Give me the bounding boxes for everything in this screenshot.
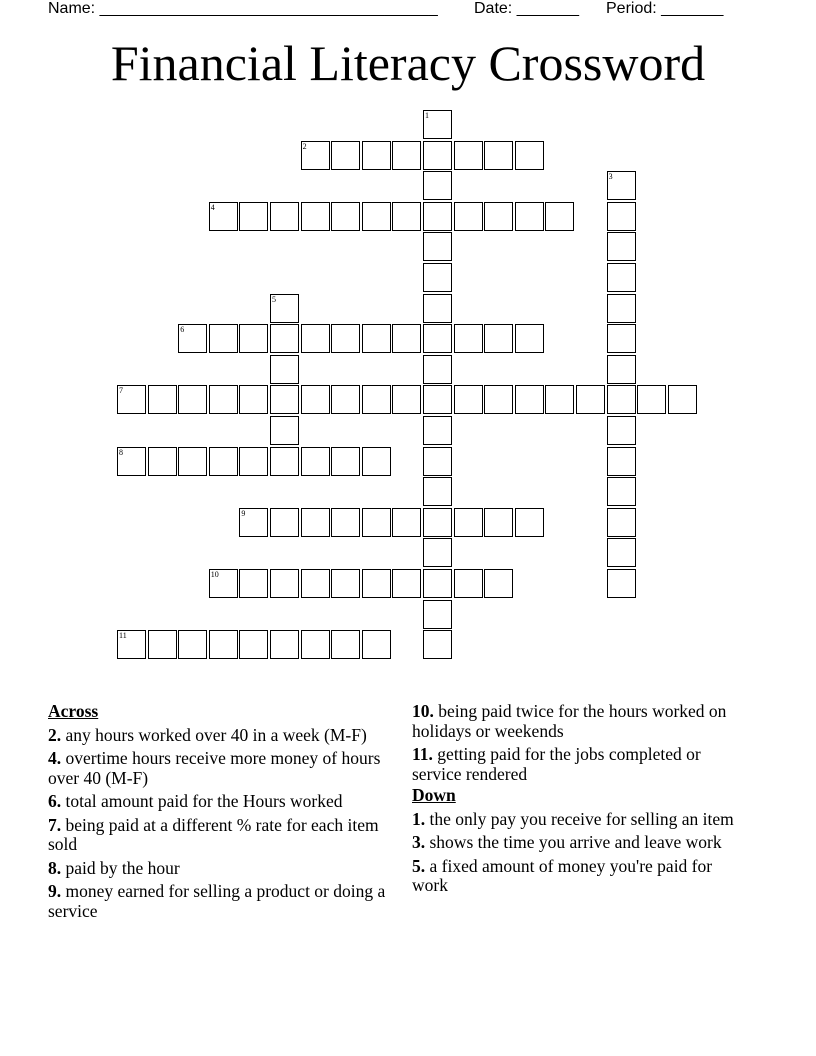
crossword-cell[interactable] [423, 538, 452, 567]
crossword-cell[interactable] [178, 324, 207, 353]
cell-number: 4 [210, 202, 215, 212]
crossword-cell[interactable] [362, 630, 391, 659]
down-heading: Down [412, 785, 456, 805]
crossword-cell[interactable] [362, 569, 391, 598]
crossword-cell[interactable] [148, 385, 177, 414]
crossword-cell[interactable] [423, 110, 452, 139]
page-title: Financial Literacy Crossword [110, 35, 706, 91]
crossword-cell[interactable] [362, 385, 391, 414]
crossword-cell[interactable] [607, 294, 636, 323]
crossword-cell[interactable] [270, 447, 299, 476]
clue-across-7 [48, 816, 388, 855]
crossword-cell[interactable] [423, 141, 452, 170]
crossword-cell[interactable] [545, 385, 574, 414]
crossword-cell[interactable] [423, 324, 452, 353]
crossword-cell[interactable] [239, 569, 268, 598]
clues-left-column [48, 702, 388, 925]
crossword-cell[interactable] [423, 416, 452, 445]
crossword-cell[interactable] [270, 569, 299, 598]
crossword-cell[interactable] [270, 630, 299, 659]
crossword-cell[interactable] [331, 385, 360, 414]
crossword-cell[interactable] [423, 355, 452, 384]
crossword-cell[interactable] [392, 569, 421, 598]
crossword-cell[interactable] [148, 630, 177, 659]
cell-number: 1 [425, 111, 429, 120]
cell-number: 2 [302, 141, 307, 151]
clue-text: shows the time you arrive and leave work [429, 832, 722, 852]
crossword-cell[interactable] [607, 538, 636, 567]
crossword-cell[interactable] [270, 355, 299, 384]
crossword-cell[interactable] [637, 385, 666, 414]
crossword-cell[interactable] [423, 569, 452, 598]
crossword-cell[interactable] [148, 447, 177, 476]
clue-across-6 [48, 792, 388, 812]
crossword-cell[interactable] [362, 202, 391, 231]
crossword-cell[interactable] [392, 141, 421, 170]
cell-number: 11 [119, 631, 127, 641]
crossword-cell[interactable] [607, 416, 636, 445]
crossword-cell[interactable] [301, 141, 330, 170]
crossword-cell[interactable] [331, 447, 360, 476]
crossword-cell[interactable] [209, 630, 238, 659]
cell-number: 7 [119, 386, 123, 396]
clue-text: the only pay you receive for selling an item [429, 808, 734, 829]
clue-text: money earned for selling a product or doing a service [48, 881, 386, 921]
clue-number: 4. [48, 748, 62, 768]
crossword-cell[interactable] [423, 630, 452, 659]
crossword-cell[interactable] [454, 324, 483, 353]
clue-number: 3. [412, 832, 426, 852]
crossword-cell[interactable] [362, 324, 391, 353]
clue-down-3 [412, 833, 752, 853]
crossword-cell[interactable] [362, 141, 391, 170]
crossword-cell[interactable] [668, 385, 697, 414]
clue-number: 1. [412, 808, 426, 829]
crossword-cell[interactable] [301, 447, 330, 476]
crossword-cell[interactable] [239, 324, 268, 353]
crossword-cell[interactable] [484, 202, 513, 231]
clue-down-1 [412, 810, 752, 830]
clue-number: 10. [412, 701, 434, 721]
crossword-cell[interactable] [362, 447, 391, 476]
crossword-cell[interactable] [607, 324, 636, 353]
crossword-cell[interactable] [423, 508, 452, 537]
clue-text: any hours worked over 40 in a week (M-F) [65, 724, 367, 745]
period-field[interactable]: Period: _______ [606, 0, 724, 17]
crossword-cell[interactable] [515, 508, 544, 537]
clue-across-9 [48, 882, 388, 921]
crossword-cell[interactable] [423, 232, 452, 261]
crossword-cell[interactable] [454, 569, 483, 598]
crossword-cell[interactable] [607, 232, 636, 261]
crossword-cell[interactable] [178, 385, 207, 414]
crossword-cell[interactable] [239, 630, 268, 659]
crossword-cell[interactable] [576, 385, 605, 414]
across-heading: Across [48, 701, 99, 721]
clue-text: a fixed amount of money you're paid for work [412, 855, 713, 895]
crossword-cell[interactable] [607, 385, 636, 414]
cell-number: 6 [180, 325, 185, 335]
clue-number: 5. [412, 855, 426, 876]
clue-number: 8. [48, 857, 62, 878]
crossword-cell[interactable] [392, 324, 421, 353]
crossword-cell[interactable] [423, 294, 452, 323]
crossword-cell[interactable] [607, 569, 636, 598]
clue-across-10 [412, 702, 752, 741]
crossword-cell[interactable] [515, 385, 544, 414]
crossword-cell[interactable] [545, 202, 574, 231]
crossword-cell[interactable] [454, 202, 483, 231]
crossword-cell[interactable] [331, 324, 360, 353]
crossword-cell[interactable] [454, 508, 483, 537]
clue-across-11 [412, 745, 752, 784]
crossword-cell[interactable] [607, 202, 636, 231]
cell-number: 8 [119, 447, 123, 457]
cell-number: 10 [210, 570, 219, 579]
clue-text: getting paid for the jobs completed or service rendered [412, 744, 701, 784]
crossword-cell[interactable] [392, 508, 421, 537]
crossword-cell[interactable] [515, 324, 544, 353]
clue-text: being paid twice for the hours worked on holidays or weekends [412, 701, 727, 741]
crossword-cell[interactable] [392, 202, 421, 231]
clue-text: paid by the hour [65, 857, 180, 878]
crossword-cell[interactable] [607, 263, 636, 292]
crossword-cell[interactable] [209, 447, 238, 476]
crossword-cell[interactable] [301, 385, 330, 414]
cell-number: 3 [608, 172, 613, 182]
clue-number: 7. [48, 814, 62, 835]
cell-number: 5 [272, 294, 276, 304]
crossword-cell[interactable] [454, 141, 483, 170]
crossword-cell[interactable] [270, 385, 299, 414]
crossword-cell[interactable] [209, 324, 238, 353]
crossword-cell[interactable] [270, 508, 299, 537]
clue-number: 2. [48, 724, 62, 745]
clue-text: being paid at a different % rate for each item sold [48, 814, 379, 854]
clue-number: 6. [48, 791, 62, 811]
crossword-cell[interactable] [515, 202, 544, 231]
crossword-cell[interactable] [239, 202, 268, 231]
clues-right-column [412, 702, 752, 900]
crossword-cell[interactable] [484, 569, 513, 598]
crossword-cell[interactable] [178, 447, 207, 476]
crossword-cell[interactable] [484, 508, 513, 537]
crossword-cell[interactable] [423, 263, 452, 292]
crossword-cell[interactable] [607, 171, 636, 200]
clue-across-4 [48, 749, 388, 788]
crossword-cell[interactable] [607, 477, 636, 506]
clue-across-8 [48, 859, 388, 879]
clue-text: overtime hours receive more money of hours over 40 (M-F) [48, 748, 381, 788]
crossword-cell[interactable] [209, 202, 238, 231]
crossword-cell[interactable] [423, 171, 452, 200]
crossword-cell[interactable] [423, 447, 452, 476]
crossword-cell[interactable] [331, 569, 360, 598]
date-field[interactable]: Date: _______ [474, 0, 579, 17]
crossword-cell[interactable] [270, 324, 299, 353]
crossword-cell[interactable] [117, 447, 146, 476]
crossword-cell[interactable] [607, 355, 636, 384]
name-field[interactable]: Name: ______________________________________ [48, 0, 438, 17]
crossword-cell[interactable] [423, 202, 452, 231]
crossword-cell[interactable] [301, 508, 330, 537]
crossword-cell[interactable] [178, 630, 207, 659]
crossword-cell[interactable] [301, 630, 330, 659]
crossword-cell[interactable] [239, 385, 268, 414]
crossword-cell[interactable] [607, 447, 636, 476]
clue-number: 9. [48, 881, 62, 901]
crossword-cell[interactable] [331, 202, 360, 231]
crossword-cell[interactable] [484, 324, 513, 353]
crossword-cell[interactable] [301, 202, 330, 231]
crossword-cell[interactable] [484, 385, 513, 414]
crossword-cell[interactable] [331, 141, 360, 170]
cell-number: 9 [241, 508, 246, 518]
clue-down-5 [412, 857, 752, 896]
clue-number: 11. [412, 744, 433, 764]
crossword-cell[interactable] [301, 324, 330, 353]
crossword-cell[interactable] [270, 416, 299, 445]
crossword-cell[interactable] [209, 385, 238, 414]
crossword-cell[interactable] [515, 141, 544, 170]
crossword-cell[interactable] [362, 508, 391, 537]
crossword-cell[interactable] [607, 508, 636, 537]
clue-across-2 [48, 726, 388, 746]
crossword-cell[interactable] [209, 569, 238, 598]
crossword-cell[interactable] [239, 447, 268, 476]
crossword-cell[interactable] [484, 141, 513, 170]
crossword-cell[interactable] [331, 508, 360, 537]
crossword-cell[interactable] [117, 630, 146, 659]
crossword-cell[interactable] [301, 569, 330, 598]
crossword-cell[interactable] [423, 600, 452, 629]
clue-text: total amount paid for the Hours worked [65, 791, 343, 811]
crossword-cell[interactable] [423, 477, 452, 506]
crossword-cell[interactable] [239, 508, 268, 537]
crossword-cell[interactable] [331, 630, 360, 659]
crossword-cell[interactable] [392, 385, 421, 414]
crossword-cell[interactable] [270, 202, 299, 231]
crossword-cell[interactable] [454, 385, 483, 414]
crossword-cell[interactable] [423, 385, 452, 414]
crossword-cell[interactable] [117, 385, 146, 414]
crossword-cell[interactable] [270, 294, 299, 323]
